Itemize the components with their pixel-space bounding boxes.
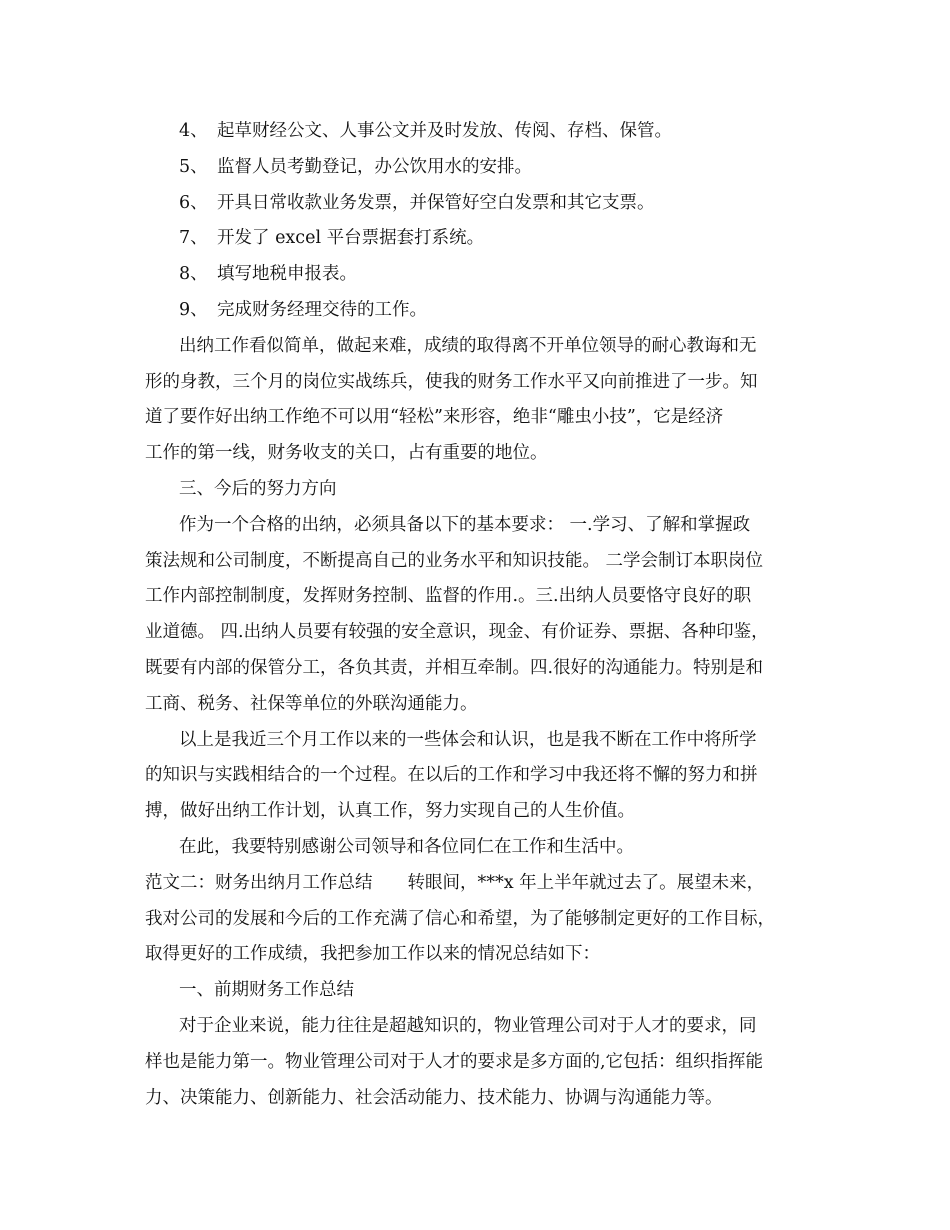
numbered-list [145, 114, 809, 329]
list-number: 6、 [179, 192, 208, 213]
list-number: 5、 [179, 156, 208, 177]
list-item [145, 186, 809, 222]
paragraph-line: 道了要作好出纳工作绝不可以用“轻松”来形容，绝非“雕虫小技”，它是经济 [145, 407, 724, 428]
list-text: 填写地税申报表。 [217, 264, 357, 285]
paragraph-line: 既要有内部的保管分工，各负其责，并相互牵制。四.很好的沟通能力。特别是和 [145, 657, 764, 678]
list-number: 9、 [179, 299, 208, 320]
list-item [145, 114, 809, 150]
list-number: 4、 [179, 121, 208, 141]
list-text: 开发了 excel 平台票据套打系统。 [217, 228, 485, 249]
paragraph-line: 样也是能力第一。物业管理公司对于人才的要求是多方面的,它包括：组织指挥能 [145, 1051, 764, 1072]
paragraph-line: 对于企业来说，能力往往是超越知识的，物业管理公司对于人才的要求，同 [179, 1015, 757, 1036]
paragraph-line: 作为一个合格的出纳，必须具备以下的基本要求： 一.学习、了解和掌握政 [179, 514, 751, 535]
paragraph-line: 我对公司的发展和今后的工作充满了信心和希望，为了能够制定更好的工作目标， [145, 908, 775, 929]
paragraph-thanks: 在此，我要特别感谢公司领导和各位同仁在工作和生活中。 [179, 836, 634, 857]
paragraph-line: 范文二：财务出纳月工作总结 转眼间，***x 年上半年就过去了。展望未来， [145, 872, 765, 893]
list-text: 监督人员考勤登记，办公饮用水的安排。 [217, 156, 532, 177]
list-item [145, 150, 809, 186]
paragraph-line: 力、决策能力、创新能力、社会活动能力、技术能力、协调与沟通能力等。 [145, 1087, 723, 1108]
list-number: 7、 [179, 228, 208, 249]
paragraph-line: 以上是我近三个月工作以来的一些体会和认识，也是我不断在工作中将所学 [179, 729, 757, 750]
paragraph-line: 业道德。 四.出纳人员要有较强的安全意识，现金、有价证券、票据、各种印鉴， [145, 622, 769, 643]
paragraph-line: 出纳工作看似简单，做起来难，成绩的取得离不开单位领导的耐心教诲和无 [179, 335, 757, 356]
document-page [145, 114, 809, 1116]
paragraph-line: 搏，做好出纳工作计划，认真工作，努力实现自己的人生价值。 [145, 801, 635, 822]
paragraph-requirements [145, 508, 809, 723]
section-heading-financial-summary: 一、前期财务工作总结 [179, 980, 354, 1001]
paragraph-abilities [145, 1009, 809, 1116]
paragraph-line: 工作内部控制制度，发挥财务控制、监督的作用.。三.出纳人员要恪守良好的职 [145, 586, 752, 607]
list-number: 8、 [179, 264, 208, 285]
paragraph-line: 的知识与实践相结合的一个过程。在以后的工作和学习中我还将不懈的努力和拼 [145, 765, 758, 786]
paragraph-line: 工商、税务、社保等单位的外联沟通能力。 [145, 693, 478, 714]
paragraph-reflection [145, 723, 809, 830]
paragraph-line: 策法规和公司制度，不断提高自己的业务水平和知识技能。 二学会制订本职岗位 [145, 550, 764, 571]
paragraph-sample-two [145, 866, 809, 973]
list-text: 完成财务经理交待的工作。 [217, 299, 427, 320]
section-heading-future-direction: 三、今后的努力方向 [179, 478, 337, 499]
paragraph-line: 形的身教，三个月的岗位实战练兵，使我的财务工作水平又向前推进了一步。知 [145, 371, 758, 392]
list-item [145, 221, 809, 257]
list-text: 开具日常收款业务发票，并保管好空白发票和其它支票。 [217, 192, 655, 213]
list-item [145, 257, 809, 293]
paragraph-line: 取得更好的工作成绩，我把参加工作以来的情况总结如下： [145, 944, 600, 965]
paragraph-line: 工作的第一线，财务收支的关口，占有重要的地位。 [145, 443, 548, 464]
paragraph-cashier-work [145, 329, 809, 472]
list-item [145, 293, 809, 329]
list-text: 起草财经公文、人事公文并及时发放、传阅、存档、保管。 [217, 121, 672, 141]
